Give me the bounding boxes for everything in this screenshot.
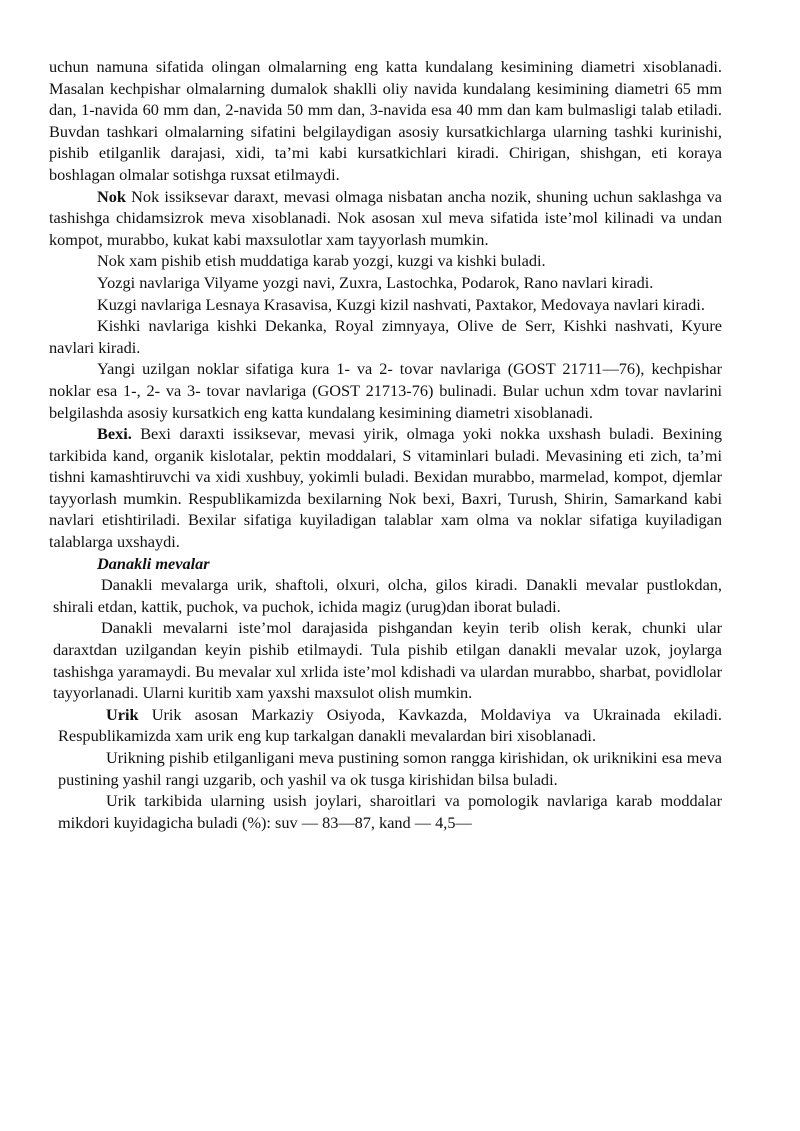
paragraph-pear	[49, 186, 722, 251]
paragraph-pear-grades: Yangi uzilgan noklar sifatiga kura 1- va 2- tovar navlariga (GOST 21711—76), kechpishar noklar esa 1-, 2- va 3- tovar navlariga (GOST 21713-76) bulinadi. Bular uchun xdm tovar navlarini belgilashda asosiy kursatkich eng katta kundalang kesimining diametri xisoblanadi.	[49, 359, 722, 422]
paragraph-quince-text: Bexi daraxti issiksevar, mevasi yirik, olmaga yoki nokka uxshash buladi. Bexining tarkibida kand, organik kislotalar, pektin moddalari, S vitaminlari buladi. Mevasining eti zich, ta’mi tishni kamashtiruvchi va xidi xushbuy, yokimli buladi. Bexidan murabbo, marmelad, kompot, djemlar tayyorlash mumkin. Respublikamizda bexilarning Nok bexi, Baxri, Turush, Shirin, Samarkand kabi navlari etishtiriladi. Bexilar sifatiga kuyiladigan talablar xam olma va noklar sifatiga kuyiladigan talablarga uxshaydi.	[49, 424, 722, 552]
paragraph-apricot-ripeness: Urikning pishib etilganligani meva pustining somon rangga kirishidan, ok uriknikini esa meva pustining yashil rangi uzgarib, och yashil va ok tusga kirishidan bilsa buladi.	[58, 748, 722, 789]
document-page	[49, 56, 722, 833]
paragraph-pear-summer-varieties: Yozgi navlariga Vilyame yozgi navi, Zuxra, Lastochka, Podarok, Rano navlari kiradi.	[97, 272, 654, 292]
paragraph-quince	[49, 423, 722, 553]
paragraph-stone-fruits-harvest: Danakli mevalarni iste’mol darajasida pishgandan keyin terib olish kerak, chunki ular daraxtdan uzilgandan keyin pishib etilmaydi. Tula pishib etilgan danakli mevalar uzok, joylarga tashishga yaramaydi. Bu mevalar xul xrlida iste’mol kdishadi va ulardan murabbo, sharbat, povidlolar tayyorlanadi. Ularni kuritib xam yaxshi maxsulot olish mumkin.	[53, 618, 722, 703]
term-nok: Nok	[97, 186, 126, 206]
paragraph-stone-fruits-intro: Danakli mevalarga urik, shaftoli, olxuri, olcha, gilos kiradi. Danakli mevalar pustlokdan, shirali etdan, kattik, puchok, va puchok, ichida magiz (urug)dan iborat buladi.	[53, 575, 722, 616]
paragraph-apricot-composition: Urik tarkibida ularning usish joylari, sharoitlari va pomologik navlariga karab moddalar mikdori kuyidagicha buladi (%): suv — 83—87, kand — 4,5—	[58, 791, 722, 832]
paragraph-pear-winter-varieties: Kishki navlariga kishki Dekanka, Royal zimnyaya, Olive de Serr, Kishki nashvati, Kyure navlari kiradi.	[49, 316, 722, 357]
section-heading-stone-fruits	[49, 553, 722, 575]
term-bexi: Bexi.	[97, 424, 132, 444]
paragraph-pear-text: Nok issiksevar daraxt, mevasi olmaga nisbatan ancha nozik, shuning uchun saklashga va tashishga chidamsizrok meva xisoblanadi. Nok asosan xul meva sifatida iste’mol kilinadi va undan kompot, murabbo, kukat kabi maxsulotlar xam tayyorlash mumkin.	[49, 186, 722, 249]
paragraph-pear-autumn-varieties: Kuzgi navlariga Lesnaya Krasavisa, Kuzgi kizil nashvati, Paxtakor, Medovaya navlari kiradi.	[97, 294, 705, 314]
heading-text: Danakli mevalar	[97, 553, 210, 573]
term-urik: Urik	[106, 704, 139, 724]
paragraph-pear-ripening: Nok xam pishib etish muddatiga karab yozgi, kuzgi va kishki buladi.	[97, 251, 546, 271]
paragraph-apple-quality: uchun namuna sifatida olingan olmalarning eng katta kundalang kesimining diametri xisoblanadi. Masalan kechpishar olmalarning dumalok shaklli oliy navida kundalang kesimining diametri 65 mm dan, 1-navida 60 mm dan, 2-navida 50 mm dan, 3-navida esa 40 mm dan kam bulmasligi talab etiladi. Buvdan tashkari olmalarning sifatini belgilaydigan asosiy kursatkichlarga ularning tashki kurinishi, pishib etilganlik darajasi, xidi, ta’mi kabi kursatkichlari kiradi. Chirigan, shishgan, eti koraya boshlagan olmalar sotishga ruxsat etilmaydi.	[49, 57, 722, 184]
paragraph-apricot-text: Urik asosan Markaziy Osiyoda, Kavkazda, Moldaviya va Ukrainada ekiladi. Respublikamizda xam urik eng kup tarkalgan danakli mevalardan biri xisoblanadi.	[58, 704, 722, 746]
paragraph-apricot	[49, 704, 722, 747]
